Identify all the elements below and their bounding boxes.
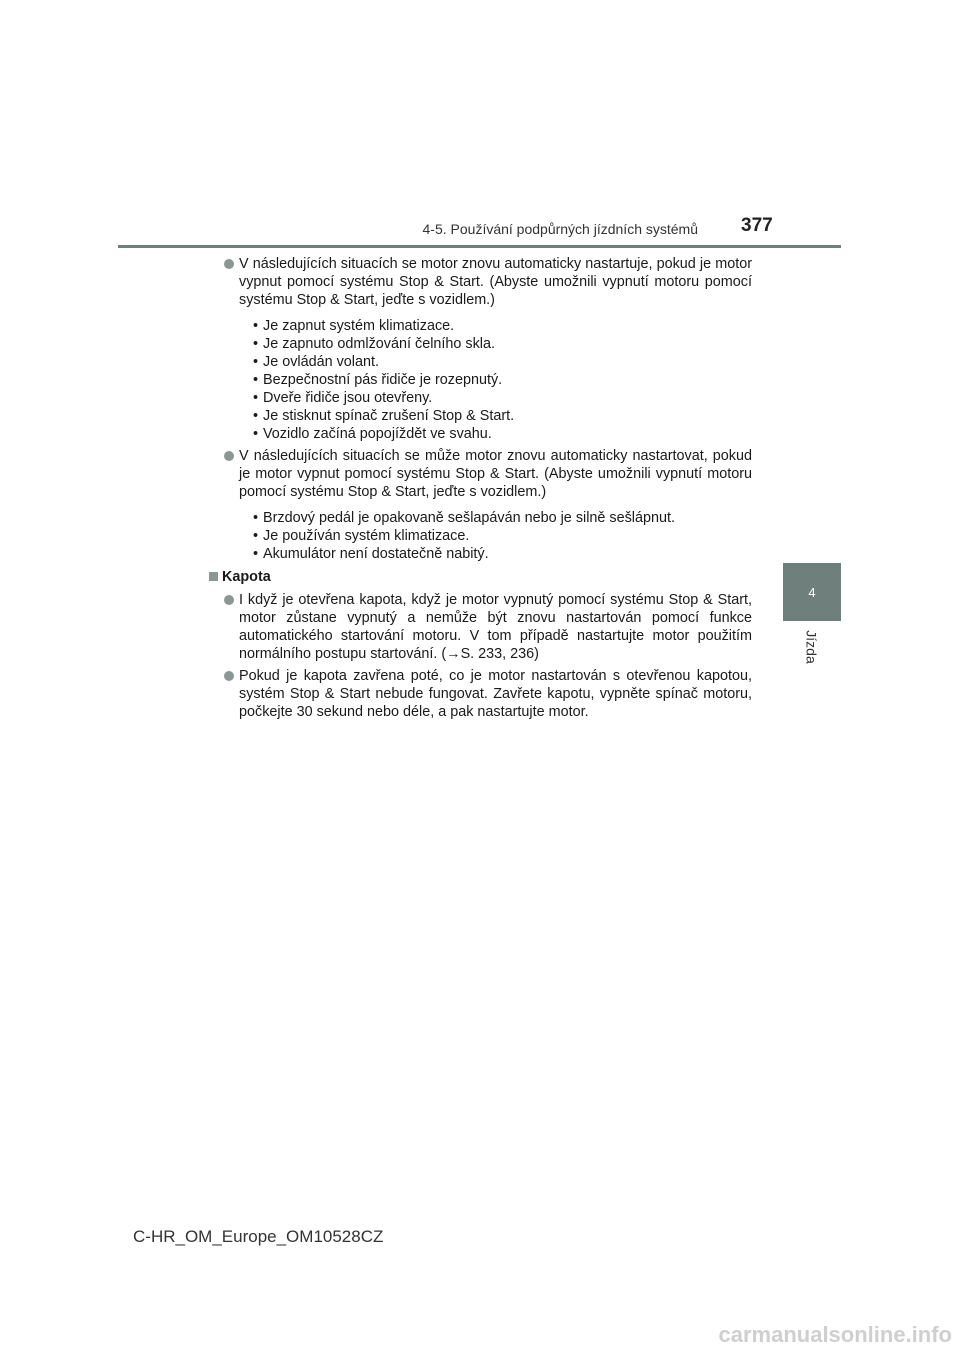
section-title: 4-5. Používání podpůrných jízdních systémů bbox=[422, 221, 698, 237]
section-heading-text: Kapota bbox=[222, 569, 271, 585]
chapter-label: Jízda bbox=[804, 630, 820, 664]
watermark: carmanualsonline.info bbox=[718, 1322, 952, 1347]
list-item: • Je zapnut systém klimatizace. bbox=[253, 317, 752, 335]
list-item: • Brzdový pedál je opakovaně sešlapáván nebo je silně sešlápnut. bbox=[253, 509, 752, 527]
bullet-item bbox=[222, 255, 752, 443]
square-bullet-icon bbox=[209, 572, 218, 581]
bullet-dot-icon bbox=[224, 259, 234, 269]
bullet-item bbox=[222, 591, 752, 663]
bullet-dot-icon bbox=[224, 451, 234, 461]
bullet-text: I když je otevřena kapota, když je motor vypnutý pomocí systému Stop & Start, motor zůstane vypnutý a nemůže být znovu nastartován pomocí funkce automatického startování motoru. V tom případě nastartujte motor použitím normálního postupu startování. (→S. 233, 236) bbox=[239, 592, 752, 662]
bullet-text: Pokud je kapota zavřena poté, co je motor nastartován s otevřenou kapotou, systém Stop & Start nebude fungovat. Zavřete kapotu, vypněte spínač motoru, počkejte 30 sekund nebo déle, a pak nastartujte motor. bbox=[239, 668, 752, 720]
list-item: • Akumulátor není dostatečně nabitý. bbox=[253, 545, 752, 563]
list-item: • Je používán systém klimatizace. bbox=[253, 527, 752, 545]
bullet-dot-icon bbox=[224, 595, 234, 605]
list-item: • Vozidlo začíná popojíždět ve svahu. bbox=[253, 425, 752, 443]
list-item: • Je ovládán volant. bbox=[253, 353, 752, 371]
bullet-item bbox=[222, 447, 752, 563]
bullet-text: V následujících situacích se motor znovu automaticky nastartuje, pokud je motor vypnut pomocí systému Stop & Start. (Abyste umožnili vypnutí motoru pomocí systému Stop & Start, jeďte s vozidlem.) bbox=[239, 256, 752, 308]
chapter-label-container bbox=[783, 625, 841, 669]
sub-list bbox=[239, 317, 752, 443]
header-divider bbox=[118, 245, 841, 248]
bullet-text: V následujících situacích se může motor znovu automaticky nastartovat, pokud je motor vypnut pomocí systému Stop & Start. (Abyste umožnili vypnutí motoru pomocí systému Stop & Start, jeďte s vozidlem.) bbox=[239, 448, 752, 500]
list-item: • Je zapnuto odmlžování čelního skla. bbox=[253, 335, 752, 353]
section-heading bbox=[208, 568, 752, 586]
list-item: • Je stisknut spínač zrušení Stop & Start. bbox=[253, 407, 752, 425]
list-item: • Dveře řidiče jsou otevřeny. bbox=[253, 389, 752, 407]
page-content bbox=[222, 255, 752, 725]
sub-list bbox=[239, 509, 752, 563]
list-item: • Bezpečnostní pás řidiče je rozepnutý. bbox=[253, 371, 752, 389]
bullet-dot-icon bbox=[224, 671, 234, 681]
bullet-item bbox=[222, 667, 752, 721]
document-id: C-HR_OM_Europe_OM10528CZ bbox=[133, 1227, 384, 1246]
page-number: 377 bbox=[741, 215, 773, 236]
chapter-number: 4 bbox=[808, 584, 816, 600]
chapter-tab bbox=[783, 563, 841, 621]
